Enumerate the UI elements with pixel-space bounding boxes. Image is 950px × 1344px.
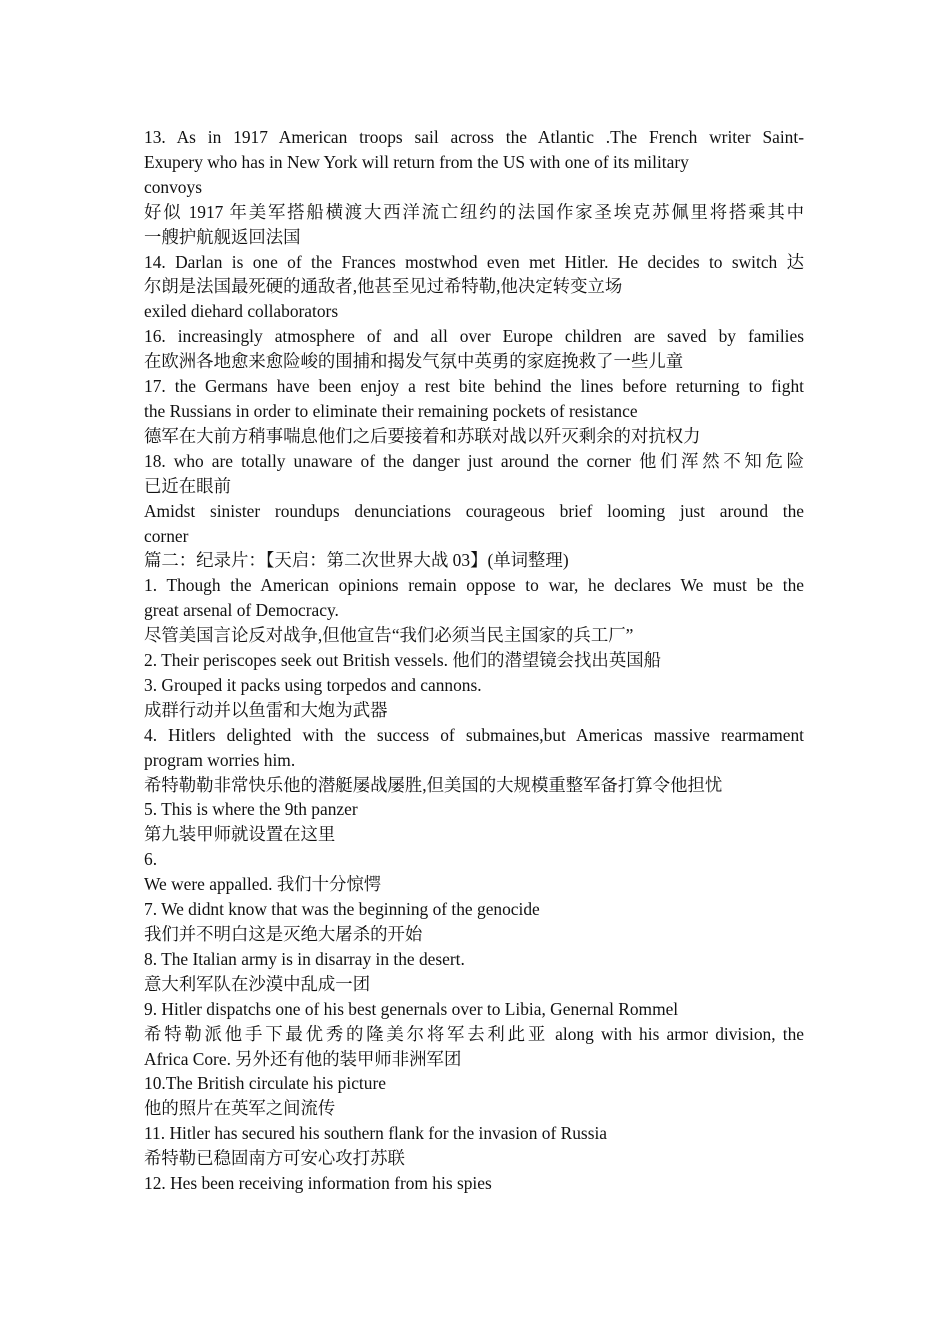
text-line: 17. the Germans have been enjoy a rest bite behind the lines before returning to fight: [144, 376, 804, 397]
text-line: 5. This is where the 9th panzer: [144, 799, 358, 820]
text-line: 希特勒派他手下最优秀的隆美尔将军去利此亚 along with his armor division, the: [144, 1023, 804, 1044]
text-line: 希特勒已稳固南方可安心攻打苏联: [144, 1148, 405, 1169]
text-line: 16. increasingly atmosphere of and all over Europe children are saved by families: [144, 326, 804, 347]
text-line: 14. Darlan is one of the Frances mostwhod even met Hitler. He decides to switch 达: [144, 251, 804, 272]
text-line: 已近在眼前: [144, 475, 231, 496]
section-heading: 篇二：纪录片：【天启：第二次世界大战 03】(单词整理): [144, 550, 569, 571]
text-line: 意大利军队在沙漠中乱成一团: [144, 973, 371, 994]
text-line: 6.: [144, 849, 158, 870]
text-line: 10.The British circulate his picture: [144, 1073, 386, 1094]
text-line: 4. Hitlers delighted with the success of submaines,but Americas massive rearmament: [144, 724, 804, 745]
text-line: 在欧洲各地愈来愈险峻的围捕和揭发气氛中英勇的家庭挽救了一些儿童: [144, 351, 684, 372]
text-line: 13. As in 1917 American troops sail across the Atlantic .The French writer Saint-: [144, 127, 804, 147]
text-line: 尔朗是法国最死硬的通敌者,他甚至见过希特勒,他决定转变立场: [144, 276, 623, 297]
text-line: 9. Hitler dispatchs one of his best genernals over to Libia, Genernal Rommel: [144, 998, 679, 1019]
text-line: 好似 1917 年美军搭船横渡大西洋流亡纽约的法国作家圣埃克苏佩里将搭乘其中: [144, 201, 804, 222]
text-line: the Russians in order to eliminate their remaining pockets of resistance: [144, 400, 638, 421]
text-line: 11. Hitler has secured his southern flank for the invasion of Russia: [144, 1123, 608, 1144]
text-line: exiled diehard collaborators: [144, 301, 339, 322]
text-line: Africa Core. 另外还有他的装甲师非洲军团: [144, 1048, 462, 1069]
text-line: convoys: [144, 176, 202, 197]
text-line: 8. The Italian army is in disarray in the desert.: [144, 948, 465, 969]
text-line: great arsenal of Democracy.: [144, 600, 339, 621]
text-line: 3. Grouped it packs using torpedos and cannons.: [144, 674, 482, 695]
text-line: 第九装甲师就设置在这里: [144, 824, 336, 845]
text-line: 7. We didnt know that was the beginning of the genocide: [144, 899, 540, 920]
text-line: Amidst sinister roundups denunciations courageous brief looming just around the: [144, 500, 804, 521]
text-line: 希特勒勒非常快乐他的潜艇屡战屡胜,但美国的大规模重整军备打算令他担忧: [144, 774, 723, 795]
text-line: Exupery who has in New York will return from the US with one of its military: [144, 151, 689, 172]
text-line: 2. Their periscopes seek out British vessels. 他们的潜望镜会找出英国船: [144, 650, 661, 671]
text-line: program worries him.: [144, 749, 296, 770]
text-line: 我们并不明白这是灭绝大屠杀的开始: [144, 924, 423, 944]
text-line: 18. who are totally unaware of the danger just around the corner 他们浑然不知危险: [144, 450, 804, 471]
text-line: 12. Hes been receiving information from his spies: [144, 1173, 492, 1194]
text-line: corner: [144, 525, 189, 546]
document-body: [144, 125, 804, 1196]
text-line: 1. Though the American opinions remain oppose to war, he declares We must be the: [144, 575, 804, 596]
text-line: 德军在大前方稍事喘息他们之后要接着和苏联对战以歼灭剩余的对抗权力: [144, 425, 701, 446]
text-line: 他的照片在英军之间流传: [144, 1098, 336, 1119]
text-line: 成群行动并以鱼雷和大炮为武器: [144, 699, 388, 720]
text-line: We were appalled. 我们十分惊愕: [144, 874, 382, 895]
text-line: 尽管美国言论反对战争,但他宣告“我们必须当民主国家的兵工厂”: [144, 625, 634, 646]
text-line: 一艘护航舰返回法国: [144, 226, 301, 247]
